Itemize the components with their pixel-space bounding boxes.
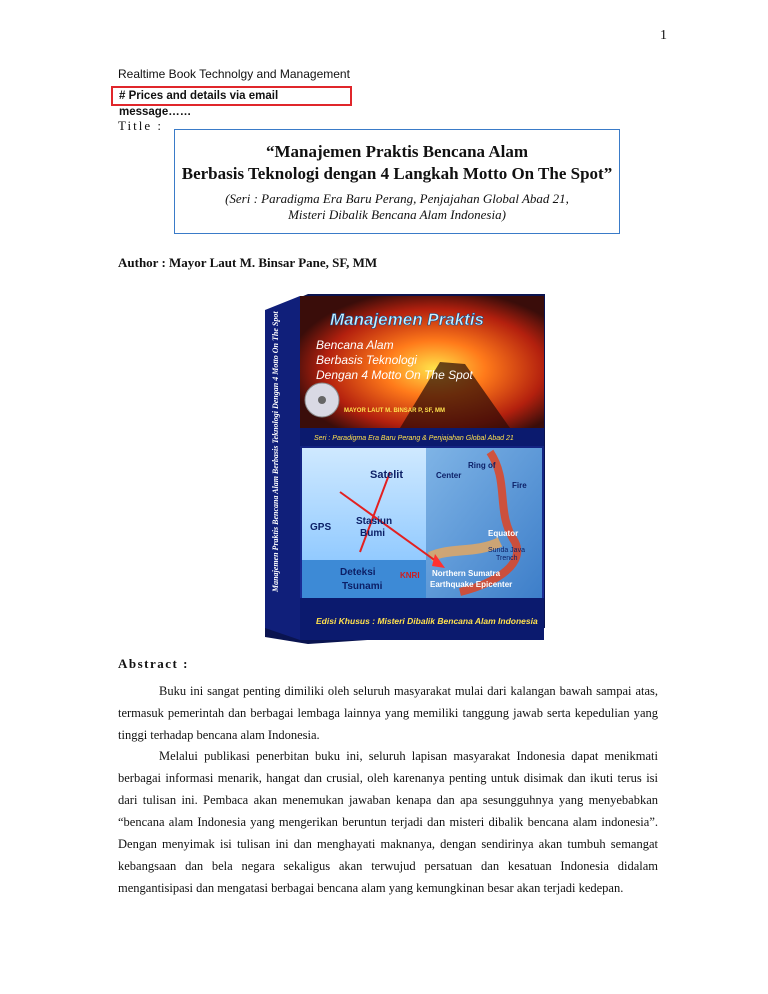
price-note-box: # Prices and details via email message…… [111,86,352,106]
page-number: 1 [660,28,667,43]
series-line2: Misteri Dibalik Bencana Alam Indonesia) [288,207,506,222]
abstract-label: Abstract : [118,656,189,671]
label-northern-sumatra: Northern Sumatra [432,569,501,578]
label-sunda: Sunda Java [488,547,525,554]
label-deteksi: Deteksi [340,567,376,578]
cover-edition: Edisi Khusus : Misteri Dibalik Bencana Alam Indonesia [316,616,538,626]
series-line1: (Seri : Paradigma Era Baru Perang, Penjajahan Global Abad 21, [225,191,569,206]
label-bumi: Bumi [360,528,385,539]
abstract-p2-text: Melalui publikasi penerbitan buku ini, seluruh lapisan masyarakat Indonesia dapat menikmati berbagai informasi menarik, hangat dan crusial, oleh karenanya penting untuk disimak dan ikuti terus isi dari tulisan ini. Pembaca akan menemukan jawaban kenapa dan apa sesungguhnya yang menyebabkan “bencana alam Indonesia yang mengerikan beruntun terjadi dan misteri dibalik bencana alam indonesia”. Dengan menyimak isi tulisan ini dan menghayati maknanya, dengan sendirinya akan tumbuh semangat kebangsaan dan bela negara sekaligus akan terwujud persatuan dan kesatuan Indonesia didalam mengantisipasi dan mengatasi berbagai bencana alam yang kemungkinan besar akan terjadi kedepan. [118,749,658,895]
title-box [174,129,620,234]
cover-series: Seri : Paradigma Era Baru Perang & Penjajahan Global Abad 21 [314,435,514,442]
spine-text: Manajemen Praktis Bencana Alam Berbasis Teknologi Dengan 4 Motto On The Spot [271,311,280,592]
abstract-paragraph-1 [118,680,658,746]
label-tsunami: Tsunami [342,581,383,592]
title-label: Title : [118,118,163,133]
cover-author: MAYOR LAUT M. BINSAR P, SF, MM [344,408,446,414]
abstract-p1-text: Buku ini sangat penting dimiliki oleh seluruh masyarakat mulai dari kalangan bawah sampai atas, termasuk pemerintah dan berbagai lembaga lainnya yang memiliki tanggung jawab serta kepedulian yang tinggi terhadap bencana alam Indonesia. [118,684,658,742]
label-epicenter: Earthquake Epicenter [430,580,513,589]
label-equator: Equator [488,529,519,538]
cover-title: Manajemen Praktis [330,310,485,329]
label-stasiun: Stasiun [356,516,393,527]
abstract-paragraph-2 [118,745,658,899]
label-gps: GPS [310,522,332,533]
cover-subtitle1: Bencana Alam [316,338,394,352]
book-cover-image [260,292,550,650]
cover-subtitle2: Berbasis Teknologi [316,353,417,367]
book-title-line1: “Manajemen Praktis Bencana Alam [265,142,529,161]
label-ring-of: Ring of [468,461,496,470]
label-fire: Fire [512,481,527,490]
label-center: Center [436,471,462,480]
author-line: Author : Mayor Laut M. Binsar Pane, SF, MM [118,255,378,270]
label-knri: KNRI [400,571,420,580]
label-trench: Trench [496,555,518,562]
header-publisher: Realtime Book Technolgy and Management [118,67,350,81]
book-title-line2: Berbasis Teknologi dengan 4 Langkah Motto On The Spot” [181,164,613,183]
label-satelit: Satelit [370,469,404,481]
cover-subtitle3: Dengan 4 Motto On The Spot [316,368,473,382]
